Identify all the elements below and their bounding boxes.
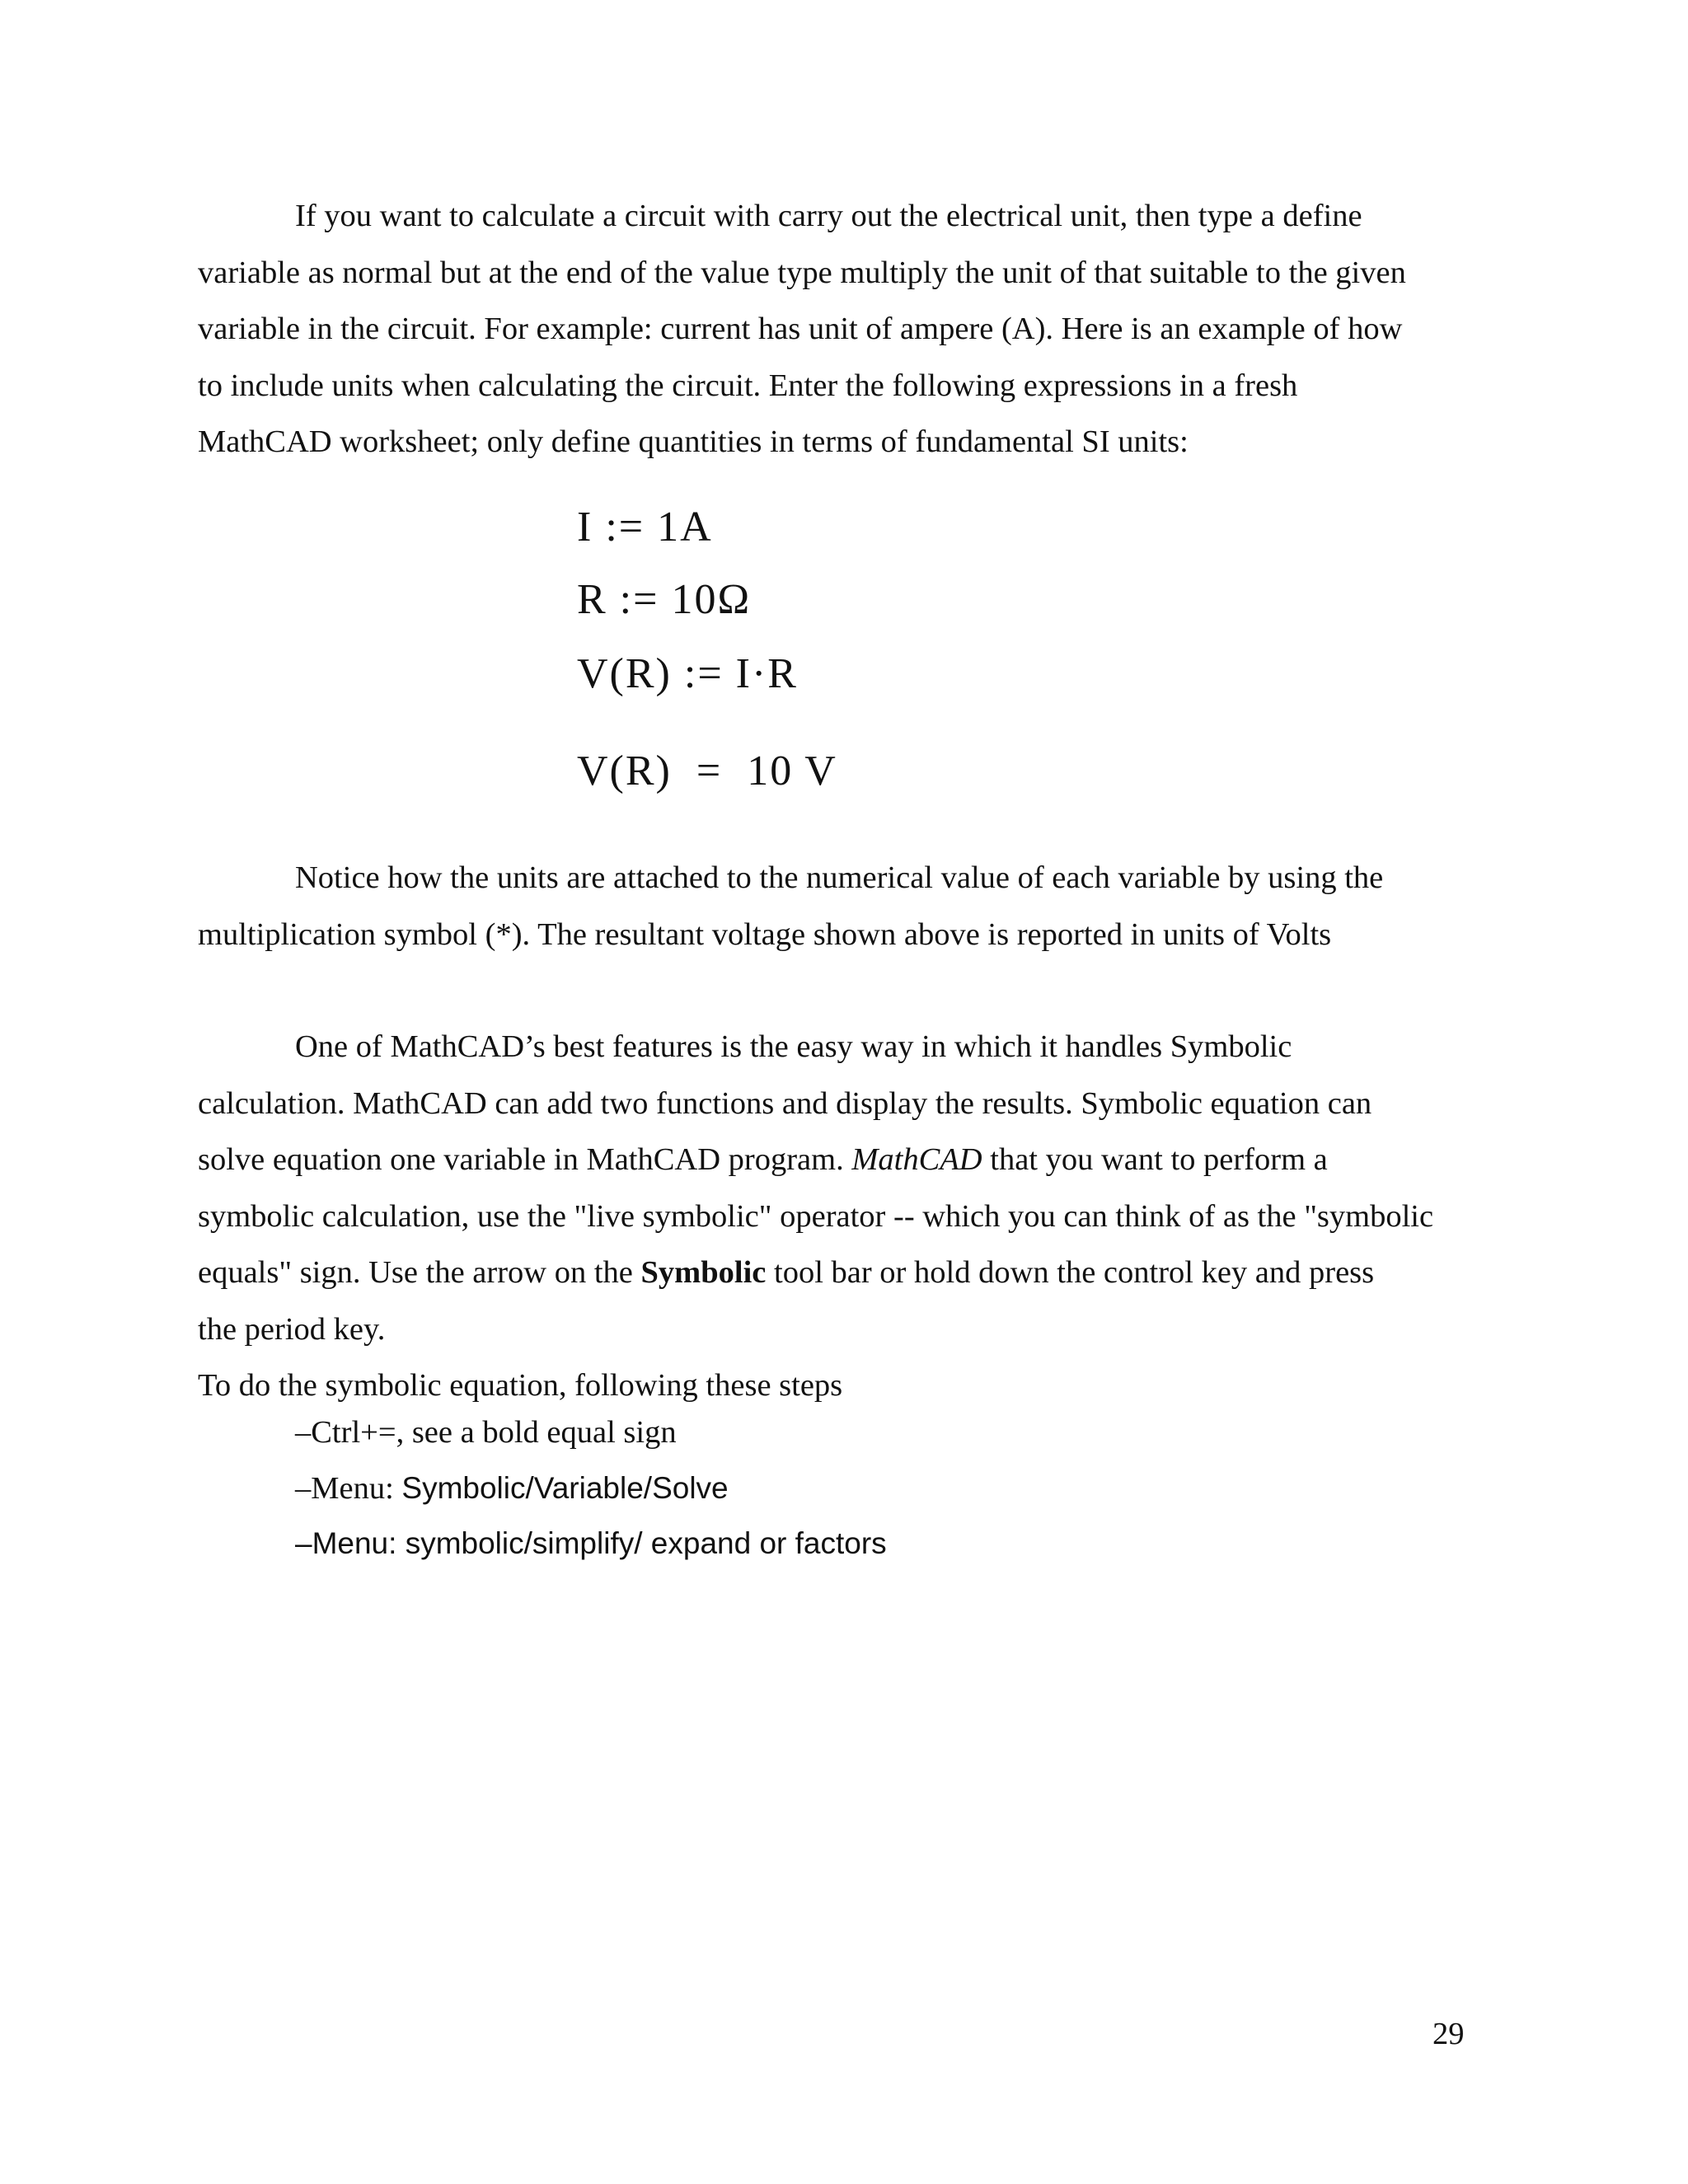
- page-number: 29: [1432, 2017, 1465, 2051]
- line-text: If you want to calculate a circuit with carry out the electrical unit, then type a define: [295, 199, 1362, 233]
- step-item: –Ctrl+=, see a bold equal sign: [295, 1415, 677, 1450]
- paragraph-line: multiplication symbol (*). The resultant voltage shown above is reported in units of Volts: [198, 916, 1332, 952]
- line-text: tool bar or hold down the control key and press: [766, 1255, 1375, 1290]
- paragraph-line: the period key.: [198, 1311, 386, 1347]
- paragraph-line: [198, 188, 1484, 245]
- paragraph-line: [198, 1019, 1484, 1076]
- intro-paragraph: [198, 188, 1484, 471]
- paragraph-line: variable as normal but at the end of the value type multiply the unit of that suitable to the given: [198, 255, 1406, 290]
- italic-mathcad: MathCAD: [851, 1142, 982, 1177]
- symbolic-paragraph: [198, 1019, 1484, 1357]
- line-text: equals" sign. Use the arrow on the: [198, 1255, 641, 1290]
- paragraph-line: [198, 1132, 1484, 1188]
- bold-symbolic: Symbolic: [640, 1255, 767, 1290]
- paragraph-line: [198, 1244, 1484, 1301]
- step-item: [295, 1470, 729, 1507]
- line-text: Notice how the units are attached to the numerical value of each variable by using the: [295, 860, 1384, 895]
- paragraph-line: MathCAD worksheet; only define quantities in terms of fundamental SI units:: [198, 424, 1189, 459]
- paragraph-line: calculation. MathCAD can add two functions and display the results. Symbolic equation can: [198, 1085, 1372, 1121]
- equation-current: I := 1A: [577, 504, 713, 551]
- equation-voltage-result: V(R) = 10 V: [577, 748, 837, 794]
- step-prefix: –Menu:: [295, 1471, 402, 1506]
- paragraph-line: variable in the circuit. For example: current has unit of ampere (A). Here is an example of how: [198, 312, 1403, 346]
- equation-voltage-definition: V(R) := I·R: [577, 650, 798, 697]
- step-item: –Menu: symbolic/simplify/ expand or factors: [295, 1526, 887, 1560]
- line-text: that you want to perform a: [982, 1142, 1328, 1177]
- paragraph-line: symbolic calculation, use the "live symbolic" operator -- which you can think of as the "symbolic: [198, 1198, 1434, 1234]
- paragraph-line: [198, 850, 1484, 907]
- menu-path: Symbolic/Variable/Solve: [401, 1471, 729, 1505]
- equation-resistance: R := 10Ω: [577, 576, 752, 623]
- units-paragraph: [198, 850, 1484, 963]
- line-text: solve equation one variable in MathCAD program.: [198, 1142, 852, 1177]
- line-text: One of MathCAD’s best features is the easy way in which it handles Symbolic: [295, 1029, 1292, 1064]
- steps-intro: To do the symbolic equation, following these steps: [198, 1368, 843, 1403]
- paragraph-line: to include units when calculating the circuit. Enter the following expressions in a fresh: [198, 368, 1298, 403]
